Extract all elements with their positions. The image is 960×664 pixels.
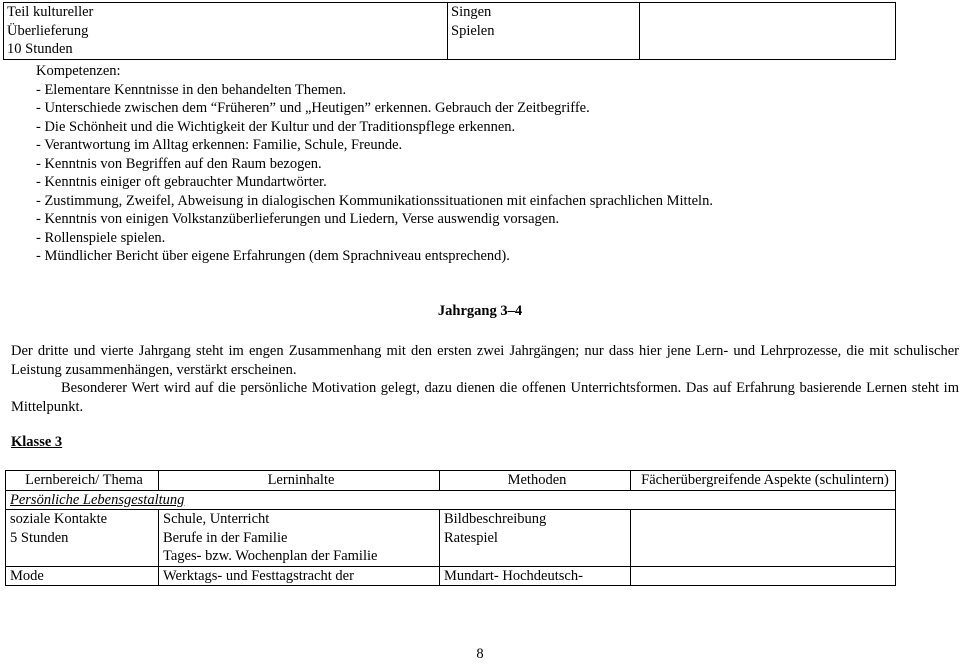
table-row xyxy=(6,510,896,567)
content-line: Schule, Unterricht xyxy=(163,511,270,527)
row-content xyxy=(159,510,440,567)
class-heading: Klasse 3 xyxy=(11,434,63,450)
competency-item: - Kenntnis von Begriffen auf den Raum bezogen. xyxy=(36,155,322,172)
paragraph: Besonderer Wert wird auf die persönliche Motivation gelegt, dazu dienen die offenen Unterrichtsformen. Das auf Erfahrung basierende Lernen steht im Mittelpunkt. xyxy=(11,380,959,415)
top-topic-line: Teil kultureller xyxy=(7,4,94,20)
row-aspects xyxy=(631,566,896,586)
methods-line: Bildbeschreibung xyxy=(444,511,547,527)
section-heading: Jahrgang 3–4 xyxy=(437,303,523,319)
row-content: Werktags- und Festtagstracht der xyxy=(159,566,440,586)
competencies-title: Kompetenzen: xyxy=(36,63,121,79)
header-content: Lerninhalte xyxy=(159,471,440,491)
intro-text xyxy=(11,342,959,416)
topic-line: soziale Kontakte xyxy=(10,511,108,527)
row-topic: Mode xyxy=(6,566,159,586)
top-hours-line: 10 Stunden xyxy=(7,41,73,57)
top-table-empty-cell xyxy=(640,3,896,60)
header-aspects: Fächerübergreifende Aspekte (schulintern) xyxy=(631,471,896,491)
competency-item: - Verantwortung im Alltag erkennen: Familie, Schule, Freunde. xyxy=(36,137,403,153)
competency-item: - Kenntnis von einigen Volkstanzüberlieferungen und Liedern, Verse auswendig vorsagen. xyxy=(36,211,560,227)
competency-item: - Kenntnis einiger oft gebrauchter Mundartwörter. xyxy=(36,174,327,190)
page-number: 8 xyxy=(476,646,484,662)
competency-item: - Unterschiede zwischen dem “Früheren” und „Heutigen” erkennen. Gebrauch der Zeitbegriffe. xyxy=(36,100,590,116)
header-methods: Methoden xyxy=(440,471,631,491)
row-topic xyxy=(6,510,159,567)
row-methods: Mundart- Hochdeutsch- xyxy=(440,566,631,586)
top-table-content-cell xyxy=(448,3,640,60)
top-content-line: Singen xyxy=(451,4,492,20)
competency-item: - Rollenspiele spielen. xyxy=(36,229,166,246)
section-row-label: Persönliche Lebensgestaltung xyxy=(6,490,896,510)
table-header-row xyxy=(6,471,896,491)
competencies-block xyxy=(36,62,956,266)
top-table xyxy=(3,2,896,60)
topic-hours: 5 Stunden xyxy=(10,529,69,546)
competency-item: - Elementare Kenntnisse in den behandelten Themen. xyxy=(36,81,347,98)
curriculum-table xyxy=(5,470,896,586)
competency-item: - Zustimmung, Zweifel, Abweisung in dialogischen Kommunikationssituationen mit einfachen sprachlichen Mitteln. xyxy=(36,192,713,209)
content-line: Tages- bzw. Wochenplan der Familie xyxy=(163,548,378,564)
content-line: Berufe in der Familie xyxy=(163,529,288,546)
top-content-line: Spielen xyxy=(451,22,495,39)
paragraph: Der dritte und vierte Jahrgang steht im engen Zusammenhang mit den ersten zwei Jahrgängen; nur dass hier jene Lern- und Lehrprozesse, die mit schulischer Leistung zusammenhängen, verstärkt erscheinen. xyxy=(11,343,959,378)
methods-line: Ratespiel xyxy=(444,529,498,546)
row-methods xyxy=(440,510,631,567)
table-section-row xyxy=(6,490,896,510)
table-row xyxy=(6,566,896,586)
row-aspects xyxy=(631,510,896,567)
top-table-topic-cell xyxy=(4,3,448,60)
competency-item: - Mündlicher Bericht über eigene Erfahrungen (dem Sprachniveau entsprechend). xyxy=(36,248,510,264)
header-topic: Lernbereich/ Thema xyxy=(6,471,159,491)
top-topic-line: Überlieferung xyxy=(7,22,89,39)
competency-item: - Die Schönheit und die Wichtigkeit der Kultur und der Traditionspflege erkennen. xyxy=(36,118,516,135)
